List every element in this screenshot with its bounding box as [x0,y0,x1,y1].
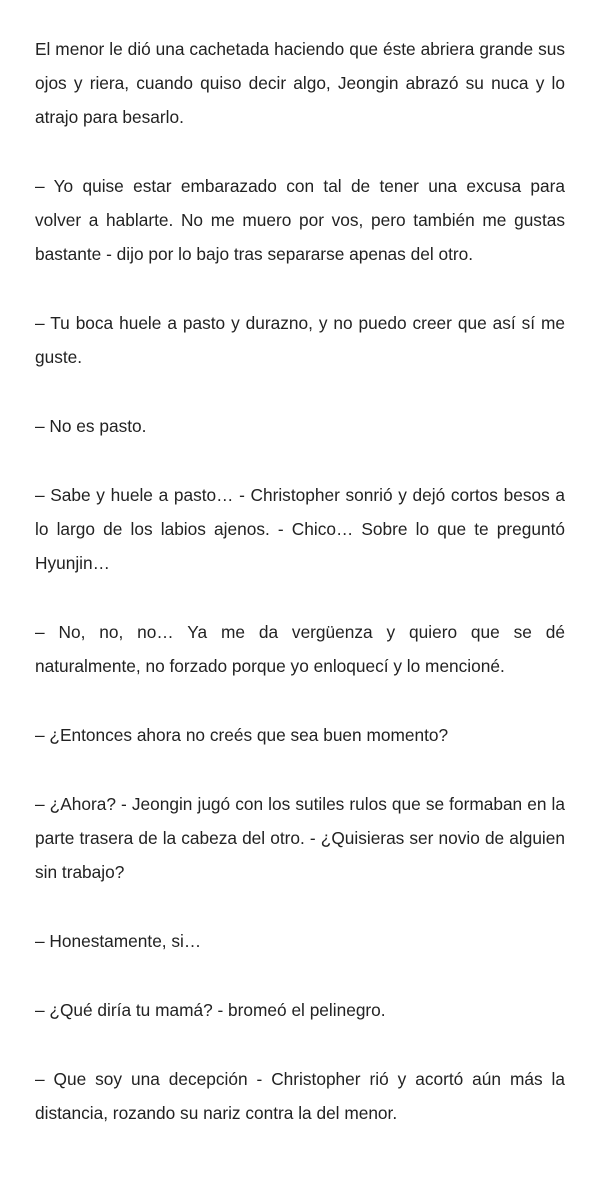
paragraph-8: – ¿Ahora? - Jeongin jugó con los sutiles rulos que se formaban en la parte trasera de la cabeza del otro. - ¿Quisieras ser novio de alguien sin trabajo? [35,794,565,882]
paragraph-1: El menor le dió una cachetada haciendo que éste abriera grande sus ojos y riera, cuando quiso decir algo, Jeongin abrazó su nuca y lo atrajo para besarlo. [35,39,565,127]
paragraph-2: – Yo quise estar embarazado con tal de tener una excusa para volver a hablarte. No me muero por vos, pero también me gustas bastante - dijo por lo bajo tras separarse apenas del otro. [35,176,565,264]
paragraph-9: – Honestamente, si… [35,931,202,951]
paragraph-11: – Que soy una decepción - Christopher rió y acortó aún más la distancia, rozando su nariz contra la del menor. [35,1069,565,1123]
paragraph-3: – Tu boca huele a pasto y durazno, y no puedo creer que así sí me guste. [35,313,565,367]
paragraph-10: – ¿Qué diría tu mamá? - bromeó el pelinegro. [35,1000,386,1020]
paragraph-4: – No es pasto. [35,416,147,436]
paragraph-7: – ¿Entonces ahora no creés que sea buen momento? [35,725,449,745]
paragraph-5: – Sabe y huele a pasto… - Christopher sonrió y dejó cortos besos a lo largo de los labios ajenos. - Chico… Sobre lo que te preguntó Hyunjin… [35,485,565,573]
paragraph-6: – No, no, no… Ya me da vergüenza y quiero que se dé naturalmente, no forzado porque yo enloquecí y lo mencioné. [35,622,565,676]
